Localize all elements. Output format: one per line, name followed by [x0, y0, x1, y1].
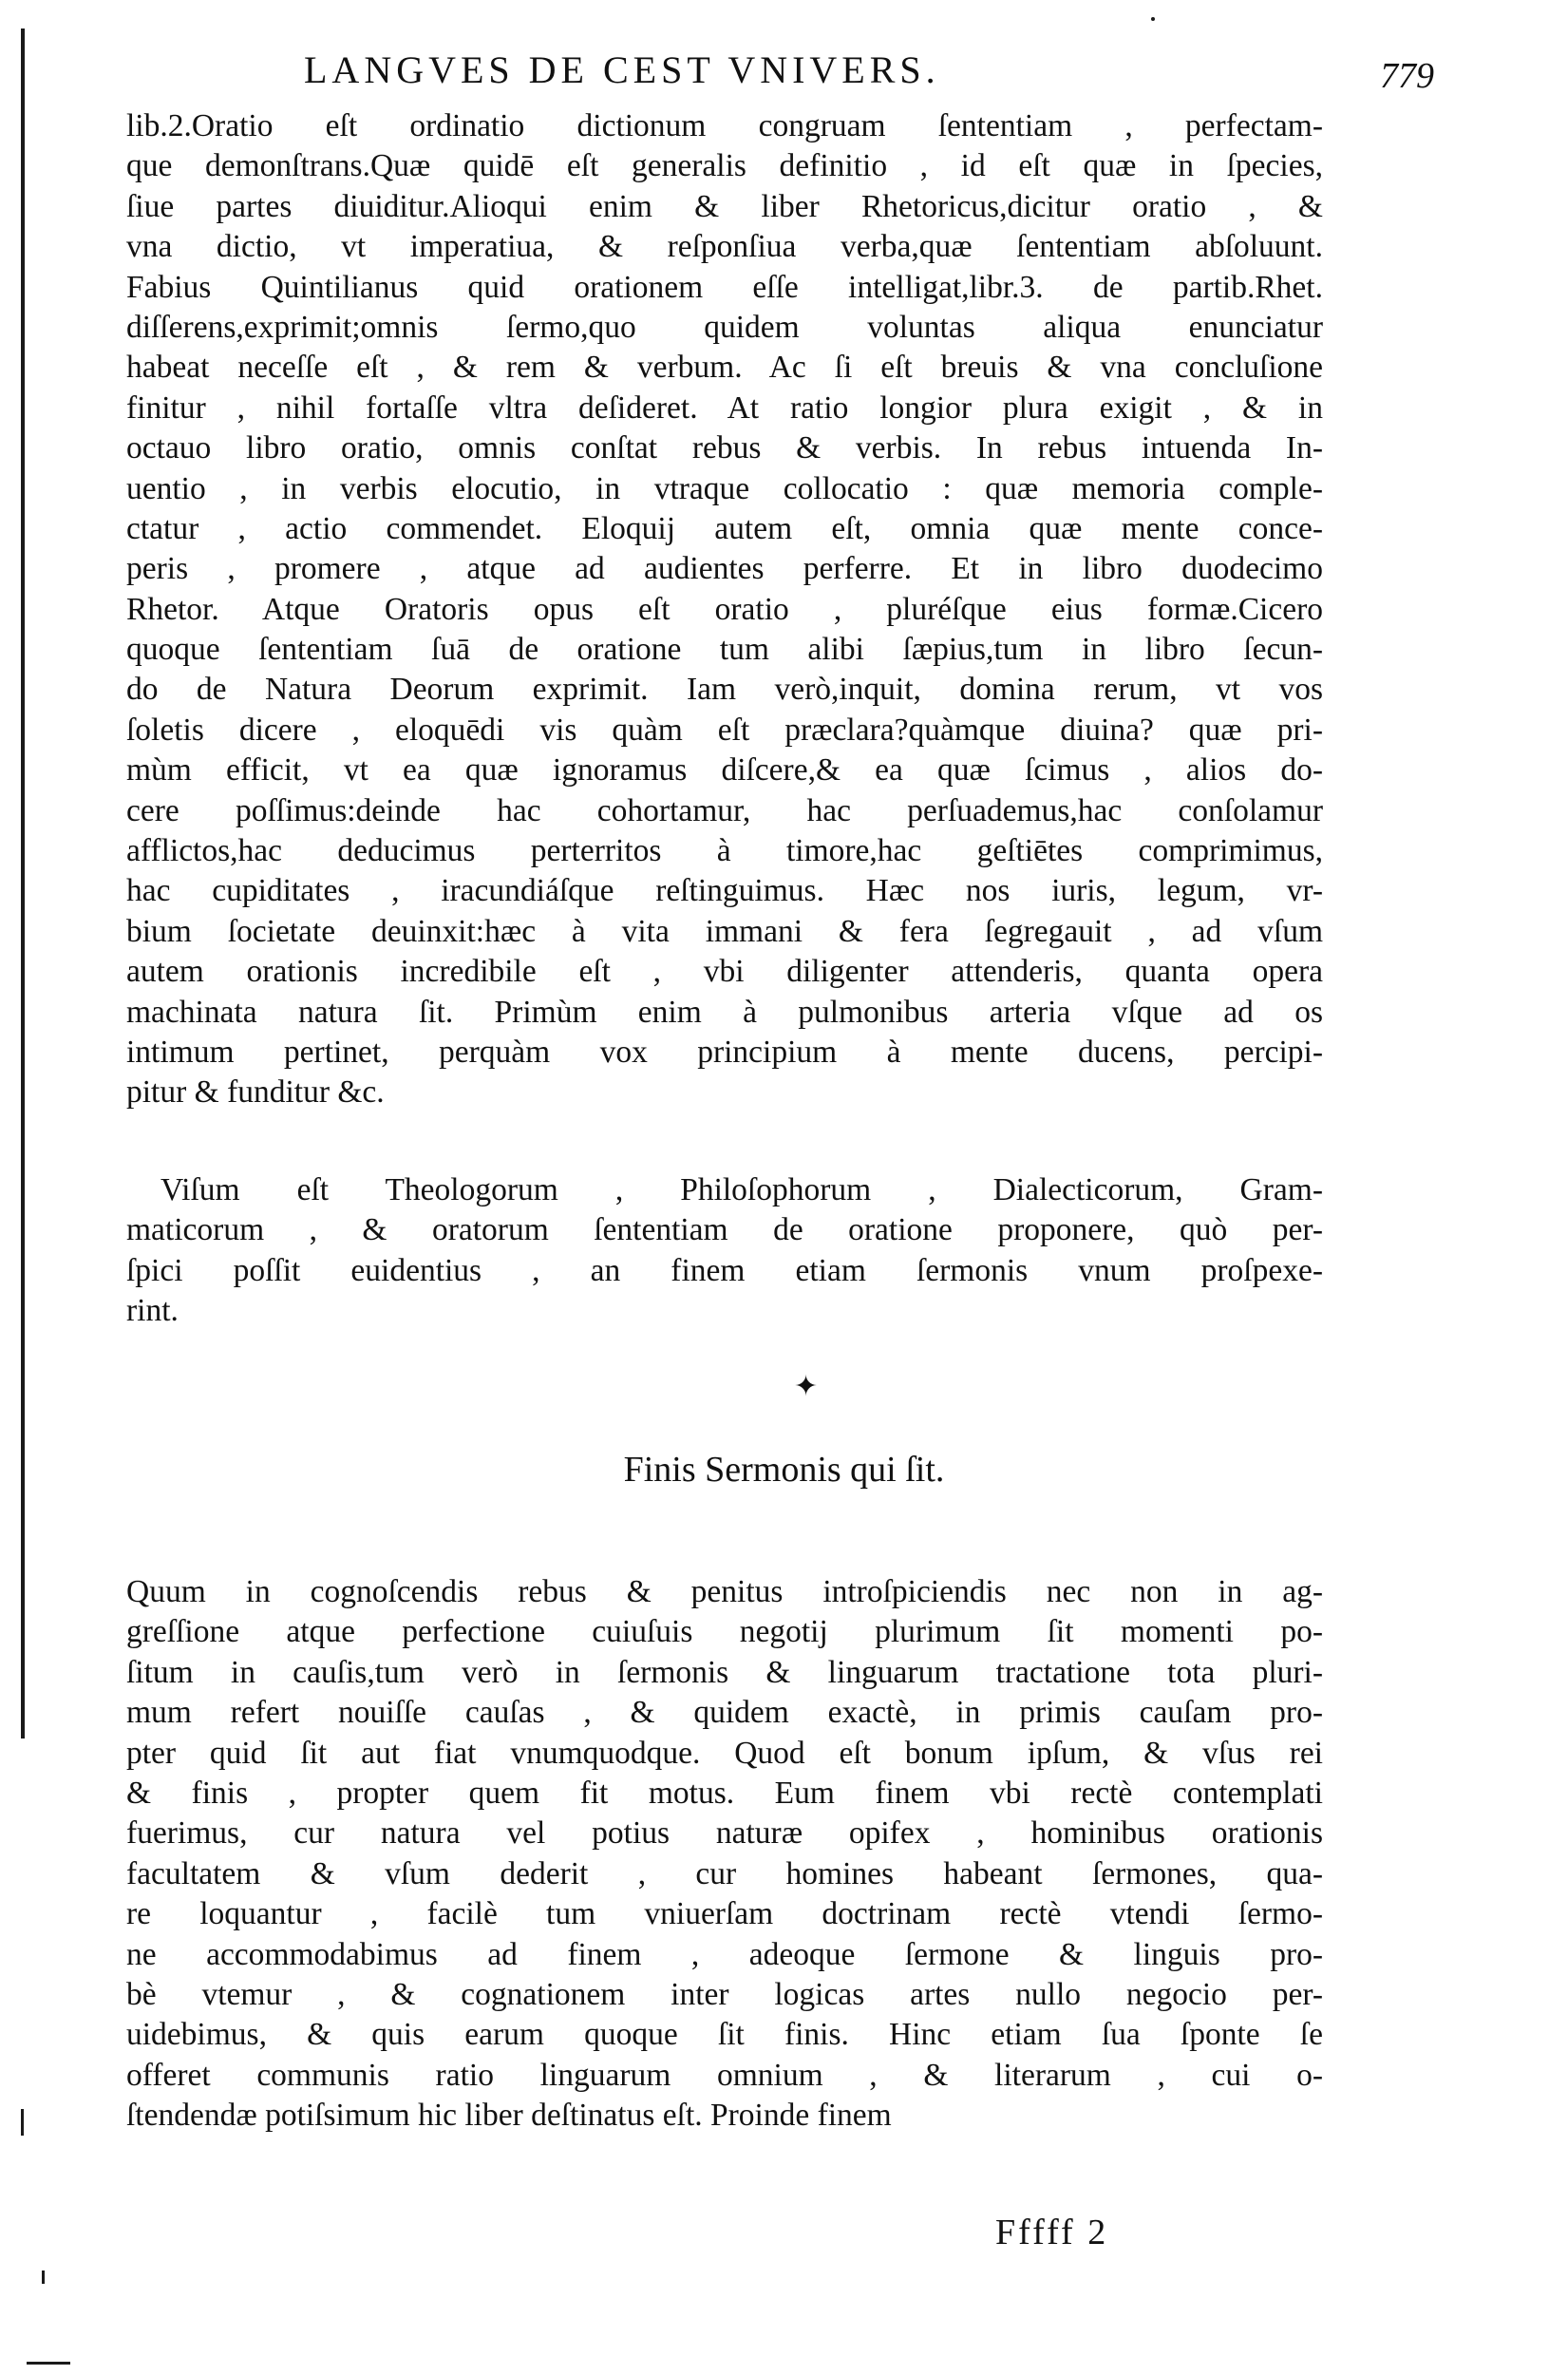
page-header — [304, 48, 1434, 104]
text-line: ne accommodabimus ad finem , adeoque ſermone & linguis pro- — [126, 1936, 1323, 1972]
text-line: re loquantur , facilè tum vniuerſam doctrinam rectè vtendi ſermo- — [126, 1896, 1323, 1932]
paragraph-two — [126, 1170, 1323, 1332]
text-line: Rhetor. Atque Oratoris opus eſt oratio , pluréſque eius formæ.Cicero — [126, 591, 1323, 627]
ink-smudge — [27, 2362, 70, 2365]
text-line: bè vtemur , & cognationem inter logicas artes nullo negocio per- — [126, 1976, 1323, 2012]
text-line: autem orationis incredibile eſt , vbi diligenter attenderis, quanta opera — [126, 954, 1323, 990]
section-heading: Finis Sermonis qui ſit. — [623, 1450, 945, 1490]
running-head: LANGVES DE CEST VNIVERS. — [304, 48, 940, 91]
gutter-mark-small — [42, 2270, 45, 2284]
paragraph-one — [126, 106, 1323, 1113]
paragraph-three — [126, 1572, 1323, 2136]
text-line: Fabius Quintilianus quid orationem eſſe intelligat,libr.3. de partib.Rhet. — [126, 269, 1323, 305]
text-line: octauo libro oratio, omnis conſtat rebus & verbis. In rebus intuenda In- — [126, 430, 1323, 466]
text-line: quoque ſententiam ſuā de oratione tum alibi ſæpius,tum in libro ſecun- — [126, 632, 1323, 668]
text-line: ſitum in cauſis,tum verò in ſermonis & linguarum tractatione tota pluri- — [126, 1654, 1323, 1690]
text-line: ſiue partes diuiditur.Alioqui enim & liber Rhetoricus,dicitur oratio , & — [126, 188, 1323, 224]
text-line: ſpici poſſit euidentius , an finem etiam ſermonis vnum proſpexe- — [126, 1252, 1323, 1288]
text-line: pitur & funditur &c. — [126, 1074, 385, 1111]
text-line: finitur , nihil fortaſſe vltra deſideret. At ratio longior plura exigit , & in — [126, 390, 1323, 426]
text-line: offeret communis ratio linguarum omnium , & literarum , cui o- — [126, 2057, 1323, 2093]
text-line: peris , promere , atque ad audientes perferre. Et in libro duodecimo — [126, 551, 1323, 587]
page-number: 779 — [1380, 56, 1434, 96]
text-line: vna dictio, vt imperatiua, & reſponſiua verba,quæ ſententiam abſoluunt. — [126, 229, 1323, 265]
ink-dot — [1151, 17, 1155, 21]
text-line: cere poſſimus:deinde hac cohortamur, hac perſuademus,hac conſolamur — [126, 792, 1323, 828]
signature-mark: Fffff 2 — [995, 2213, 1109, 2252]
text-line: Quum in cognoſcendis rebus & penitus introſpiciendis nec non in ag- — [126, 1574, 1323, 1609]
text-line: machinata natura ſit. Primùm enim à pulmonibus arteria vſque ad os — [126, 994, 1323, 1030]
gutter-mark — [21, 2109, 24, 2136]
text-line: mum refert nouiſſe cauſas , & quidem exactè, in primis cauſam pro- — [126, 1695, 1323, 1731]
text-line: ctatur , actio commendet. Eloquij autem eſt, omnia quæ mente conce- — [126, 510, 1323, 546]
text-line: uidebimus, & quis earum quoque ſit finis. Hinc etiam ſua ſponte ſe — [126, 2017, 1323, 2053]
text-line: ſoletis dicere , eloquēdi vis quàm eſt præclara?quàmque diuina? quæ pri- — [126, 712, 1323, 748]
text-line: greſſione atque perfectione cuiuſuis negotij plurimum ſit momenti po- — [126, 1614, 1323, 1650]
ornament-icon: ✦ — [794, 1371, 819, 1402]
text-line: rint. — [126, 1293, 179, 1329]
text-line: que demonſtrans.Quæ quidē eſt generalis definitio , id eſt quæ in ſpecies, — [126, 148, 1323, 184]
text-line: ſtendendæ potiſsimum hic liber deſtinatus eſt. Proinde finem — [126, 2098, 892, 2134]
text-line: pter quid ſit aut fiat vnumquodque. Quod eſt bonum ipſum, & vſus rei — [126, 1735, 1323, 1771]
text-line: mùm efficit, vt ea quæ ignoramus diſcere,& ea quæ ſcimus , alios do- — [126, 752, 1323, 788]
text-line: bium ſocietate deuinxit:hæc à vita immani & fera ſegregauit , ad vſum — [126, 913, 1323, 949]
text-line: do de Natura Deorum exprimit. Iam verò,inquit, domina rerum, vt vos — [126, 672, 1323, 708]
text-line: Viſum eſt Theologorum , Philoſophorum , Dialecticorum, Gram- — [161, 1172, 1323, 1207]
text-line: habeat neceſſe eſt , & rem & verbum. Ac ſi eſt breuis & vna concluſione — [126, 350, 1323, 386]
text-line: diſſerens,exprimit;omnis ſermo,quo quidem voluntas aliqua enunciatur — [126, 309, 1323, 345]
text-line: maticorum , & oratorum ſententiam de oratione proponere, quò per- — [126, 1212, 1323, 1248]
text-line: hac cupiditates , iracundiáſque reſtinguimus. Hæc nos iuris, legum, vr- — [126, 873, 1323, 909]
text-line: facultatem & vſum dederit , cur homines habeant ſermones, qua- — [126, 1855, 1323, 1891]
text-line: & finis , propter quem fit motus. Eum finem vbi rectè contemplati — [126, 1775, 1323, 1811]
text-line: afflictos,hac deducimus perterritos à timore,hac geſtiētes comprimimus, — [126, 833, 1323, 869]
text-line: intimum pertinet, perquàm vox principium à mente ducens, percipi- — [126, 1034, 1323, 1070]
text-line: fuerimus, cur natura vel potius naturæ opifex , hominibus orationis — [126, 1815, 1323, 1852]
text-line: uentio , in verbis elocutio, in vtraque collocatio : quæ memoria comple- — [126, 470, 1323, 506]
text-line: lib.2.Oratio eſt ordinatio dictionum congruam ſententiam , perfectam- — [126, 108, 1323, 143]
